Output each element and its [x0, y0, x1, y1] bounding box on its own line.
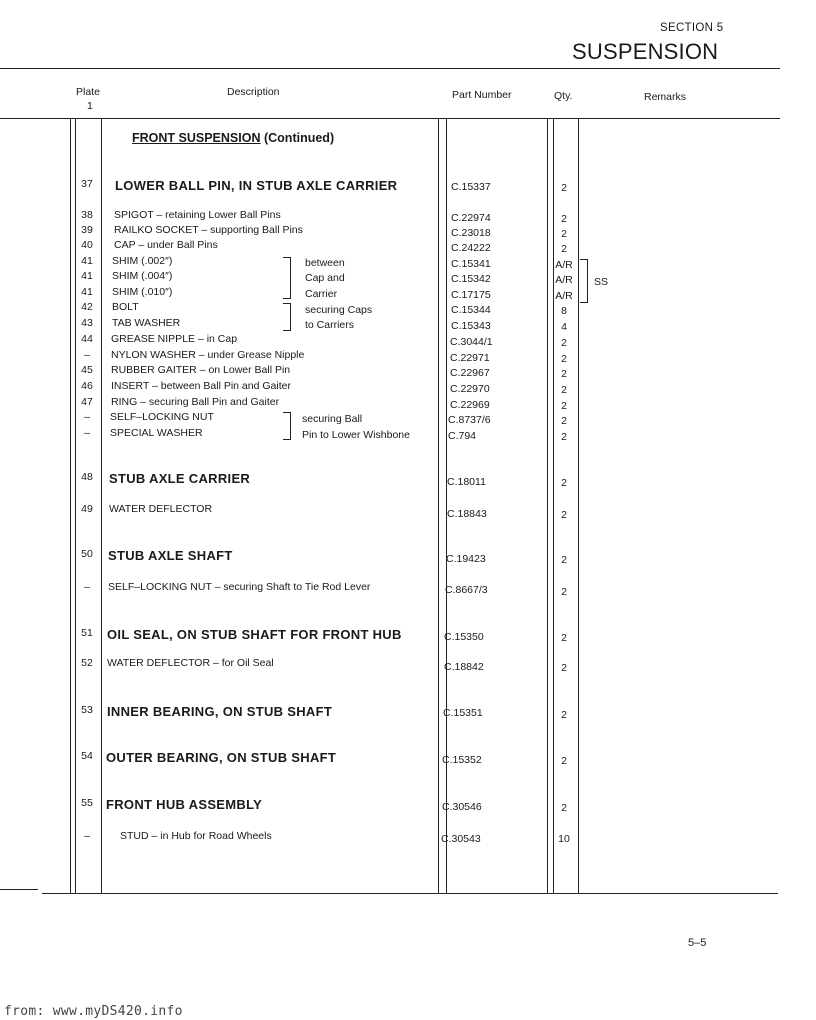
- description-cell: STUB AXLE CARRIER: [109, 471, 251, 486]
- section-title: SUSPENSION: [572, 39, 719, 64]
- description-cell: TAB WASHER: [112, 317, 181, 329]
- plate-cell: 51: [81, 627, 93, 639]
- note-securing-ball: securing Ball: [302, 413, 363, 425]
- table-row: [0, 657, 816, 673]
- plate-cell: 42: [81, 301, 93, 313]
- plate-cell: 44: [81, 333, 93, 345]
- table-row: [0, 503, 816, 519]
- header-rule-bottom: [0, 118, 780, 119]
- table-row: [0, 704, 816, 720]
- qty-cell: 2: [561, 415, 567, 427]
- table-row: [0, 317, 816, 333]
- source-watermark: from: www.myDS420.info: [4, 1004, 183, 1019]
- plate-cell: 41: [81, 286, 93, 298]
- description-cell: SPIGOT – retaining Lower Ball Pins: [114, 209, 281, 221]
- description-cell: RAILKO SOCKET – supporting Ball Pins: [114, 224, 303, 236]
- plate-cell: 45: [81, 364, 93, 376]
- part-number-cell: C.30546: [442, 801, 482, 813]
- qty-cell: 8: [561, 305, 567, 317]
- header-rule-top: [0, 68, 780, 69]
- table-row: [0, 750, 816, 766]
- subheading-title: FRONT SUSPENSION: [132, 131, 261, 145]
- table-row: [0, 830, 816, 846]
- description-cell: SPECIAL WASHER: [110, 427, 203, 439]
- margin-rule: [0, 889, 38, 890]
- table-row: [0, 627, 816, 643]
- description-cell: SHIM (.010″): [112, 286, 173, 298]
- description-cell: LOWER BALL PIN, IN STUB AXLE CARRIER: [115, 178, 398, 193]
- qty-cell: 2: [561, 213, 567, 225]
- qty-cell: 2: [561, 431, 567, 443]
- note-securing-caps: securing Caps: [305, 304, 373, 316]
- plate-cell: 55: [81, 797, 93, 809]
- qty-cell: 2: [561, 586, 567, 598]
- description-cell: BOLT: [112, 301, 139, 313]
- qty-cell: 2: [561, 384, 567, 396]
- part-number-cell: C.23018: [451, 227, 491, 239]
- plate-number: 1: [87, 100, 93, 112]
- part-number-cell: C.22970: [450, 383, 490, 395]
- description-cell: GREASE NIPPLE – in Cap: [111, 333, 238, 345]
- qty-cell: 2: [561, 400, 567, 412]
- description-cell: CAP – under Ball Pins: [114, 239, 218, 251]
- section-label: SECTION 5: [660, 22, 724, 34]
- plate-cell: 41: [81, 255, 93, 267]
- table-row: [0, 797, 816, 813]
- table-row: [0, 380, 816, 396]
- qty-cell: 4: [561, 321, 567, 333]
- table-row: [0, 548, 816, 564]
- qty-cell: 2: [561, 632, 567, 644]
- table-row: [0, 411, 816, 427]
- qty-cell: 2: [561, 477, 567, 489]
- table-row: [0, 209, 816, 225]
- part-number-cell: C.17175: [451, 289, 491, 301]
- plate-cell: 40: [81, 239, 93, 251]
- part-number-cell: C.30543: [441, 833, 481, 845]
- shim-bracket: [283, 257, 291, 299]
- part-number-cell: C.24222: [451, 242, 491, 254]
- plate-cell: 52: [81, 657, 93, 669]
- qty-cell: 2: [561, 353, 567, 365]
- table-row: [0, 471, 816, 487]
- plate-cell: 54: [81, 750, 93, 762]
- part-number-cell: C.8737/6: [448, 414, 491, 426]
- table-row: [0, 255, 816, 271]
- description-cell: INSERT – between Ball Pin and Gaiter: [111, 380, 291, 392]
- table-row: [0, 239, 816, 255]
- table-row: [0, 364, 816, 380]
- part-number-cell: C.3044/1: [450, 336, 493, 348]
- note-carrier: Carrier: [305, 288, 338, 300]
- description-cell: SELF–LOCKING NUT: [110, 411, 214, 423]
- description-cell: INNER BEARING, ON STUB SHAFT: [107, 704, 333, 719]
- plate-cell: 53: [81, 704, 93, 716]
- part-number-cell: C.15343: [451, 320, 491, 332]
- qty-cell: 2: [561, 554, 567, 566]
- plate-cell: 49: [81, 503, 93, 515]
- table-bottom-rule: [42, 893, 778, 894]
- qty-cell: 2: [561, 802, 567, 814]
- qty-heading: Qty.: [554, 90, 573, 102]
- table-row: [0, 333, 816, 349]
- description-cell: RING – securing Ball Pin and Gaiter: [111, 396, 280, 408]
- qty-cell: 2: [561, 337, 567, 349]
- description-cell: NYLON WASHER – under Grease Nipple: [111, 349, 305, 361]
- description-heading: Description: [227, 86, 280, 98]
- qty-cell: A/R: [555, 259, 573, 271]
- part-number-cell: C.8667/3: [445, 584, 488, 596]
- description-cell: STUD – in Hub for Road Wheels: [120, 830, 272, 842]
- plate-cell: 47: [81, 396, 93, 408]
- plate-cell: –: [84, 427, 90, 439]
- plate-cell: –: [84, 830, 90, 842]
- description-cell: RUBBER GAITER – on Lower Ball Pin: [111, 364, 291, 376]
- note-pin-to-lower: Pin to Lower Wishbone: [302, 429, 410, 441]
- qty-cell: 2: [561, 368, 567, 380]
- table-row: [0, 301, 816, 317]
- table-row: [0, 581, 816, 597]
- qty-cell: 2: [561, 755, 567, 767]
- description-cell: OIL SEAL, ON STUB SHAFT FOR FRONT HUB: [107, 627, 402, 642]
- part-number-cell: C.15344: [451, 304, 491, 316]
- remarks-ss: SS: [594, 276, 609, 288]
- qty-cell: 2: [561, 662, 567, 674]
- description-cell: WATER DEFLECTOR: [109, 503, 213, 515]
- table-row: [0, 178, 816, 194]
- part-number-cell: C.18842: [444, 661, 484, 673]
- part-number-heading: Part Number: [452, 89, 512, 101]
- part-number-cell: C.15350: [444, 631, 484, 643]
- note-between: between: [305, 257, 345, 269]
- plate-cell: –: [84, 411, 90, 423]
- plate-cell: –: [84, 581, 90, 593]
- part-number-cell: C.22974: [451, 212, 491, 224]
- part-number-cell: C.19423: [446, 553, 486, 565]
- qty-cell: 2: [561, 709, 567, 721]
- plate-cell: 41: [81, 270, 93, 282]
- description-cell: FRONT HUB ASSEMBLY: [106, 797, 263, 812]
- qty-cell: 2: [561, 243, 567, 255]
- description-cell: OUTER BEARING, ON STUB SHAFT: [106, 750, 337, 765]
- part-number-cell: C.22967: [450, 367, 490, 379]
- qty-cell: A/R: [555, 290, 573, 302]
- qty-cell: A/R: [555, 274, 573, 286]
- description-cell: SHIM (.004″): [112, 270, 173, 282]
- table-row: [0, 224, 816, 240]
- table-row: [0, 270, 816, 286]
- plate-cell: 48: [81, 471, 93, 483]
- shim-qty-bracket: [580, 259, 588, 303]
- remarks-heading: Remarks: [644, 91, 687, 103]
- page-number: 5–5: [688, 937, 707, 949]
- qty-cell: 2: [561, 182, 567, 194]
- plate-cell: 43: [81, 317, 93, 329]
- table-row: [0, 286, 816, 302]
- part-number-cell: C.15341: [451, 258, 491, 270]
- part-number-cell: C.18843: [447, 508, 487, 520]
- qty-cell: 2: [561, 228, 567, 240]
- part-number-cell: C.22971: [450, 352, 490, 364]
- plate-cell: 50: [81, 548, 93, 560]
- table-row: [0, 349, 816, 365]
- nut-bracket: [283, 412, 291, 440]
- note-cap-and: Cap and: [305, 272, 345, 284]
- description-cell: STUB AXLE SHAFT: [108, 548, 233, 563]
- table-row: [0, 396, 816, 412]
- plate-cell: 39: [81, 224, 93, 236]
- bolt-bracket: [283, 303, 291, 331]
- part-number-cell: C.15352: [442, 754, 482, 766]
- plate-cell: 38: [81, 209, 93, 221]
- plate-cell: 37: [81, 178, 93, 190]
- subheading: [132, 131, 334, 145]
- qty-cell: 2: [561, 509, 567, 521]
- description-cell: SELF–LOCKING NUT – securing Shaft to Tie Rod Lever: [108, 581, 371, 593]
- description-cell: SHIM (.002″): [112, 255, 173, 267]
- plate-cell: –: [84, 349, 90, 361]
- qty-cell: 10: [558, 833, 570, 845]
- part-number-cell: C.794: [448, 430, 477, 442]
- part-number-cell: C.18011: [447, 476, 486, 488]
- plate-cell: 46: [81, 380, 93, 392]
- note-to-carriers: to Carriers: [305, 319, 355, 331]
- subheading-suffix: (Continued): [263, 131, 335, 145]
- part-number-cell: C.15351: [443, 707, 483, 719]
- description-cell: WATER DEFLECTOR – for Oil Seal: [107, 657, 274, 669]
- part-number-cell: C.22969: [450, 399, 490, 411]
- part-number-cell: C.15342: [451, 273, 491, 285]
- part-number-cell: C.15337: [451, 181, 491, 193]
- plate-heading: Plate: [76, 86, 100, 98]
